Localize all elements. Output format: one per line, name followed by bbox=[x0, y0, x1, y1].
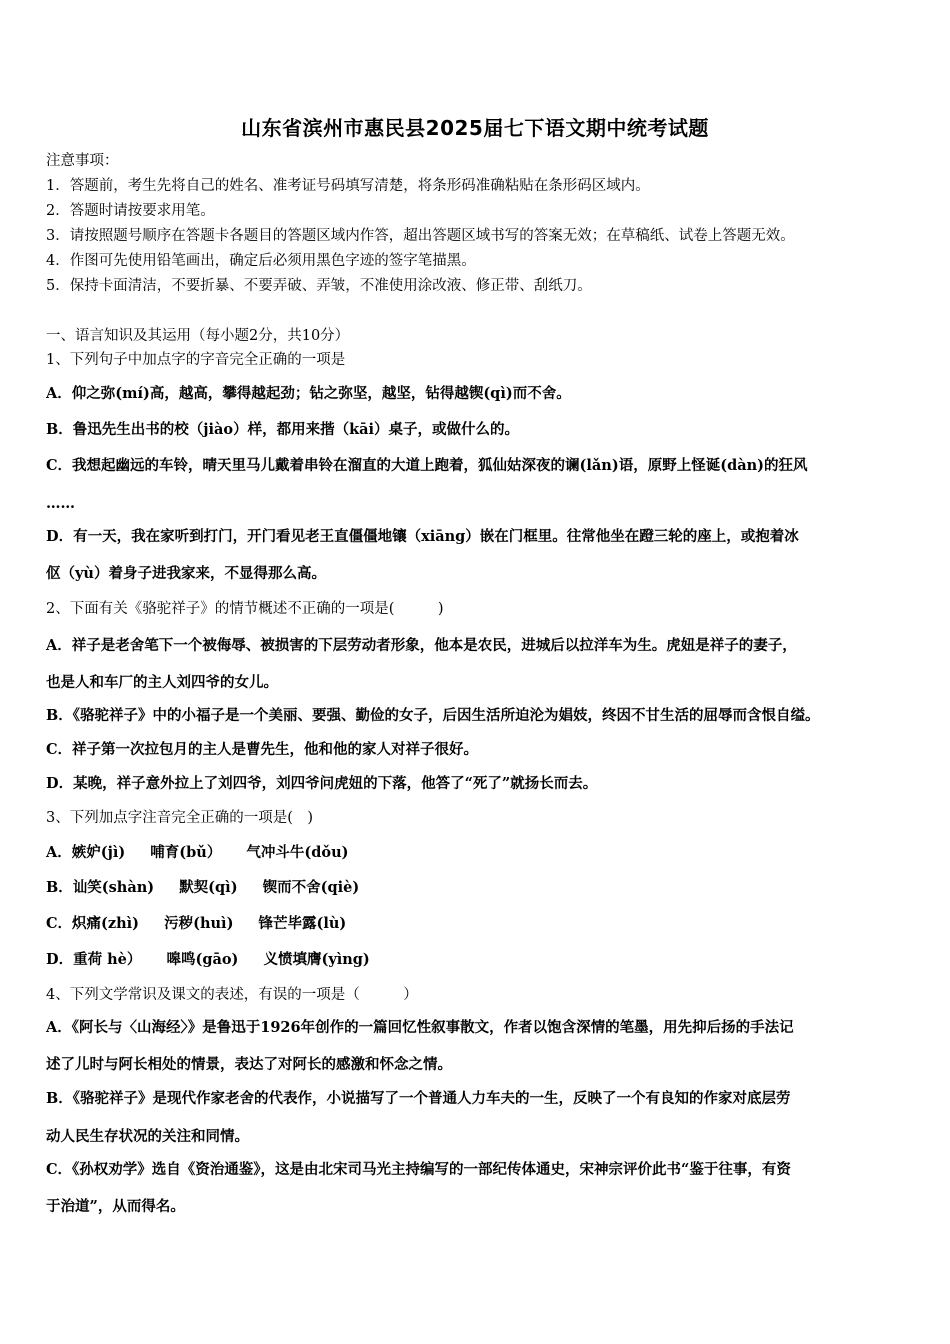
option-b-item: 锲而不舍(qiè) bbox=[262, 879, 360, 896]
option-a-cont: 述了儿时与阿长相处的情景，表达了对阿长的感激和怀念之情。 bbox=[46, 1056, 452, 1073]
option-c-cont: 于治道”，从而得名。 bbox=[46, 1198, 185, 1215]
option-c-cont: …… bbox=[46, 495, 75, 512]
option-c-item: C．炽痛(zhì) bbox=[46, 915, 140, 932]
notice-item: 2．答题时请按要求用笔。 bbox=[46, 203, 215, 219]
option-a bbox=[46, 843, 348, 863]
question-stem: 2、下面有关《骆驼祥子》的情节概述不正确的一项是( ) bbox=[46, 601, 444, 617]
option-d-item: D．重荷 hè） bbox=[46, 951, 142, 968]
question-stem: 4、下列文学常识及课文的表述，有误的一项是（ ） bbox=[46, 987, 418, 1003]
option-a-item: 哺育(bǔ） bbox=[150, 844, 222, 861]
section-heading: 一、语言知识及其运用（每小题2分，共10分） bbox=[46, 328, 350, 344]
option-d bbox=[46, 950, 370, 970]
option-b: B．鲁迅先生出书的校（jiào）样，都用来揩（kāi）桌子，或做什么的。 bbox=[46, 421, 520, 438]
option-d: D．某晚，祥子意外拉上了刘四爷，刘四爷问虎妞的下落，他答了“死了”就扬长而去。 bbox=[46, 775, 598, 792]
option-b-item: B．讪笑(shàn) bbox=[46, 879, 155, 896]
option-a-item: 气冲斗牛(dǒu) bbox=[246, 844, 349, 861]
option-a-cont: 也是人和车厂的主人刘四爷的女儿。 bbox=[46, 674, 278, 691]
option-a-item: A．嫉妒(jì) bbox=[46, 844, 126, 861]
option-d: D．有一天，我在家听到打门，开门看见老王直僵僵地镶（xiāng）嵌在门框里。往常他坐在蹬三轮的座上，或抱着冰 bbox=[46, 528, 799, 545]
option-a: A．《阿长与〈山海经〉》是鲁迅于1926年创作的一篇回忆性叙事散文，作者以饱含深情的笔墨，用先抑后扬的手法记 bbox=[46, 1019, 794, 1036]
option-b: B．《骆驼祥子》是现代作家老舍的代表作，小说描写了一个普通人力车夫的一生，反映了一个有良知的作家对底层劳 bbox=[46, 1090, 791, 1107]
notice-heading: 注意事项： bbox=[46, 153, 119, 169]
option-a: A．仰之弥(mí)高，越高，攀得越起劲；钻之弥坚，越坚，钻得越锲(qì)而不舍。 bbox=[46, 385, 571, 402]
notice-item: 5．保持卡面清洁，不要折暴、不要弄破、弄皱，不准使用涂改液、修正带、刮纸刀。 bbox=[46, 278, 592, 294]
question-stem: 1、下列句子中加点字的字音完全正确的一项是 bbox=[46, 352, 346, 368]
option-d-cont: 伛（yù）着身子进我家来，不显得那么高。 bbox=[46, 565, 326, 582]
notice-item: 1．答题前，考生先将自己的姓名、准考证号码填写清楚，将条形码准确粘贴在条形码区域内。 bbox=[46, 178, 650, 194]
option-d-item: 义愤填膺(yìng) bbox=[263, 951, 370, 968]
option-d-item: 嗥鸣(gāo) bbox=[166, 951, 239, 968]
option-c bbox=[46, 914, 346, 934]
question-stem: 3、下列加点字注音完全正确的一项是( ) bbox=[46, 810, 314, 826]
option-b: B．《骆驼祥子》中的小福子是一个美丽、要强、勤俭的女子，后因生活所迫沦为娼妓，终因不甘生活的屈辱而含恨自缢。 bbox=[46, 707, 820, 724]
option-c-item: 锋芒毕露(lù) bbox=[258, 915, 347, 932]
option-c: C．我想起幽远的车铃，晴天里马儿戴着串铃在溜直的大道上跑着，狐仙姑深夜的谰(lǎn)语，原野上怪诞(dàn)的狂风 bbox=[46, 457, 808, 474]
page-title: 山东省滨州市惠民县2025届七下语文期中统考试题 bbox=[241, 116, 709, 140]
option-c: C．《孙权劝学》选自《资治通鉴》，这是由北宋司马光主持编写的一部纪传体通史，宋神宗评价此书“鉴于往事，有资 bbox=[46, 1161, 791, 1178]
option-b bbox=[46, 878, 359, 898]
option-b-cont: 动人民生存状况的关注和同情。 bbox=[46, 1128, 249, 1145]
notice-item: 4．作图可先使用铅笔画出，确定后必须用黑色字迹的签字笔描黑。 bbox=[46, 253, 476, 269]
notice-item: 3．请按照题号顺序在答题卡各题目的答题区域内作答，超出答题区域书写的答案无效；在草稿纸、试卷上答题无效。 bbox=[46, 228, 795, 244]
option-c-item: 污秽(huì) bbox=[164, 915, 234, 932]
option-a: A．祥子是老舍笔下一个被侮辱、被损害的下层劳动者形象，他本是农民，进城后以拉洋车为生。虎妞是祥子的妻子， bbox=[46, 637, 797, 654]
option-c: C．祥子第一次拉包月的主人是曹先生，他和他的家人对祥子很好。 bbox=[46, 741, 479, 758]
option-b-item: 默契(qì) bbox=[179, 879, 238, 896]
